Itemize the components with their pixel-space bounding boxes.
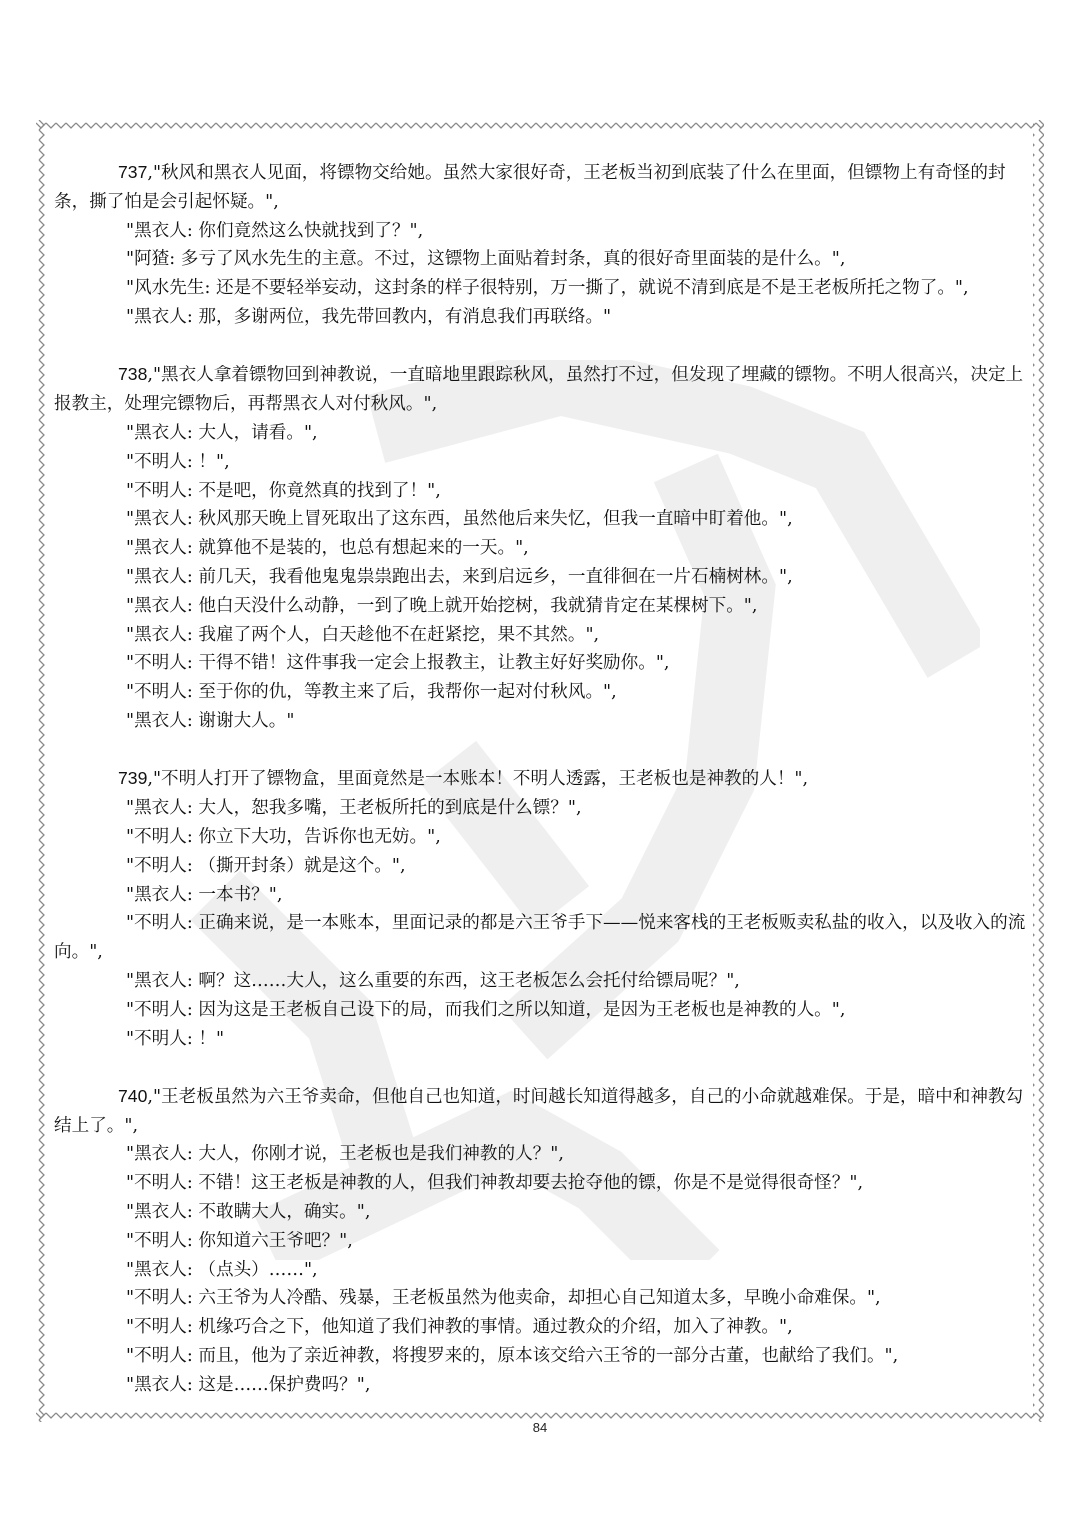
dialogue-line: "黑衣人: 不敢瞒大人，确实。",: [126, 1202, 371, 1223]
dialogue-line: "黑衣人: 大人，请看。",: [126, 422, 318, 443]
dialogue-line: "风水先生: 还是不要轻举妄动，这封条的样子很特别，万一撕了，就说不清到底是不是王老板所托之物了。",: [126, 278, 969, 299]
section-738: [54, 360, 1032, 735]
section-intro: 739,"不明人打开了镖物盒，里面竟然是一本账本！不明人透露，王老板也是神教的人！",: [118, 768, 809, 790]
dialogue-line: "不明人: 不是吧，你竟然真的找到了！",: [126, 480, 441, 501]
dialogue-line: "不明人: 六王爷为人冷酷、残暴，王老板虽然为他卖命，却担心自己知道太多，早晚小命难保。",: [126, 1288, 881, 1309]
dialogue-line: "黑衣人: 大人，你刚才说，王老板也是我们神教的人？",: [126, 1144, 564, 1165]
section-number: 739: [118, 768, 148, 789]
dialogue-line: "黑衣人: 一本书？",: [126, 884, 283, 905]
dialogue-line: "不明人: ！": [126, 1028, 225, 1049]
dialogue-line: "不明人: 不错！这王老板是神教的人，但我们神教却要去抢夺他的镖，你是不是觉得很奇怪？",: [126, 1173, 864, 1194]
dialogue-line: "不明人: 你知道六王爷吧？",: [126, 1230, 353, 1251]
dialogue-line: "不明人: 正确来说，是一本账本，里面记录的都是六王爷手下——悦来客栈的王老板贩卖私盐的收入，以及收入的流向。",: [54, 913, 1026, 963]
section-739: [54, 764, 1032, 1053]
section-number: 740: [118, 1085, 148, 1106]
dialogue-line: "黑衣人: 他白天没什么动静，一到了晚上就开始挖树，我就猜肯定在某棵树下。",: [126, 595, 758, 616]
section-number: 738: [118, 364, 148, 385]
dialogue-line: "不明人: 机缘巧合之下，他知道了我们神教的事情。通过教众的介绍，加入了神教。",: [126, 1317, 793, 1338]
document-body: [54, 158, 1032, 1400]
dialogue-line: "不明人: 而且，他为了亲近神教，将搜罗来的，原本该交给六王爷的一部分古董，也献给了我们。",: [126, 1346, 899, 1367]
dialogue-line: "黑衣人: 前几天，我看他鬼鬼祟祟跑出去，来到启远乡，一直徘徊在一片石楠树林。",: [126, 566, 793, 587]
dialogue-line: "不明人: （撕开封条）就是这个。",: [126, 855, 406, 876]
dialogue-line: "黑衣人: 谢谢大人。": [126, 710, 295, 731]
dialogue-line: "黑衣人: 啊？这……大人，这么重要的东西，这王老板怎么会托付给镖局呢？",: [126, 970, 740, 991]
section-737: [54, 158, 1032, 332]
dialogue-line: "不明人: 你立下大功，告诉你也无妨。",: [126, 826, 441, 847]
dialogue-line: "黑衣人: （点头）……",: [126, 1259, 318, 1280]
section-intro: 738,"黑衣人拿着镖物回到神教说，一直暗地里跟踪秋风，虽然打不过，但发现了埋藏的镖物。不明人很高兴，决定上报教主，处理完镖物后，再帮黑衣人对付秋风。",: [54, 364, 1024, 415]
dialogue-line: "黑衣人: 你们竟然这么快就找到了？",: [126, 220, 424, 241]
dialogue-line: "不明人: 因为这是王老板自己设下的局，而我们之所以知道，是因为王老板也是神教的人。",: [126, 999, 846, 1020]
dialogue-line: "黑衣人: 我雇了两个人，白天趁他不在赶紧挖，果不其然。",: [126, 624, 600, 645]
dialogue-line: "黑衣人: 就算他不是装的，也总有想起来的一天。",: [126, 538, 529, 559]
section-740: [54, 1082, 1032, 1400]
section-number: 737: [118, 162, 148, 182]
section-intro: 737,"秋风和黑衣人见面，将镖物交给她。虽然大家很好奇，王老板当初到底装了什么在里面，但镖物上有奇怪的封条，撕了怕是会引起怀疑。",: [54, 162, 1006, 212]
page-number: 84: [532, 1420, 548, 1435]
dialogue-line: "黑衣人: 秋风那天晚上冒死取出了这东西，虽然他后来失忆，但我一直暗中盯着他。",: [126, 509, 793, 530]
dialogue-line: "不明人: 至于你的仇，等教主来了后，我帮你一起对付秋风。",: [126, 682, 617, 703]
dialogue-line: "黑衣人: 大人，恕我多嘴，王老板所托的到底是什么镖？",: [126, 798, 582, 819]
dialogue-line: "黑衣人: 那，多谢两位，我先带回教内，有消息我们再联络。": [126, 306, 612, 327]
dialogue-line: "不明人: 干得不错！这件事我一定会上报教主，让教主好好奖励你。",: [126, 653, 670, 674]
dialogue-line: "不明人: ！",: [126, 451, 230, 472]
dialogue-line: "黑衣人: 这是……保护费吗？",: [126, 1374, 371, 1395]
section-intro: 740,"王老板虽然为六王爷卖命，但他自己也知道，时间越长知道得越多，自己的小命就越难保。于是，暗中和神教勾结上了。",: [54, 1085, 1024, 1136]
dialogue-line: "阿猹: 多亏了风水先生的主意。不过，这镖物上面贴着封条，真的很好奇里面装的是什么。",: [126, 249, 846, 270]
